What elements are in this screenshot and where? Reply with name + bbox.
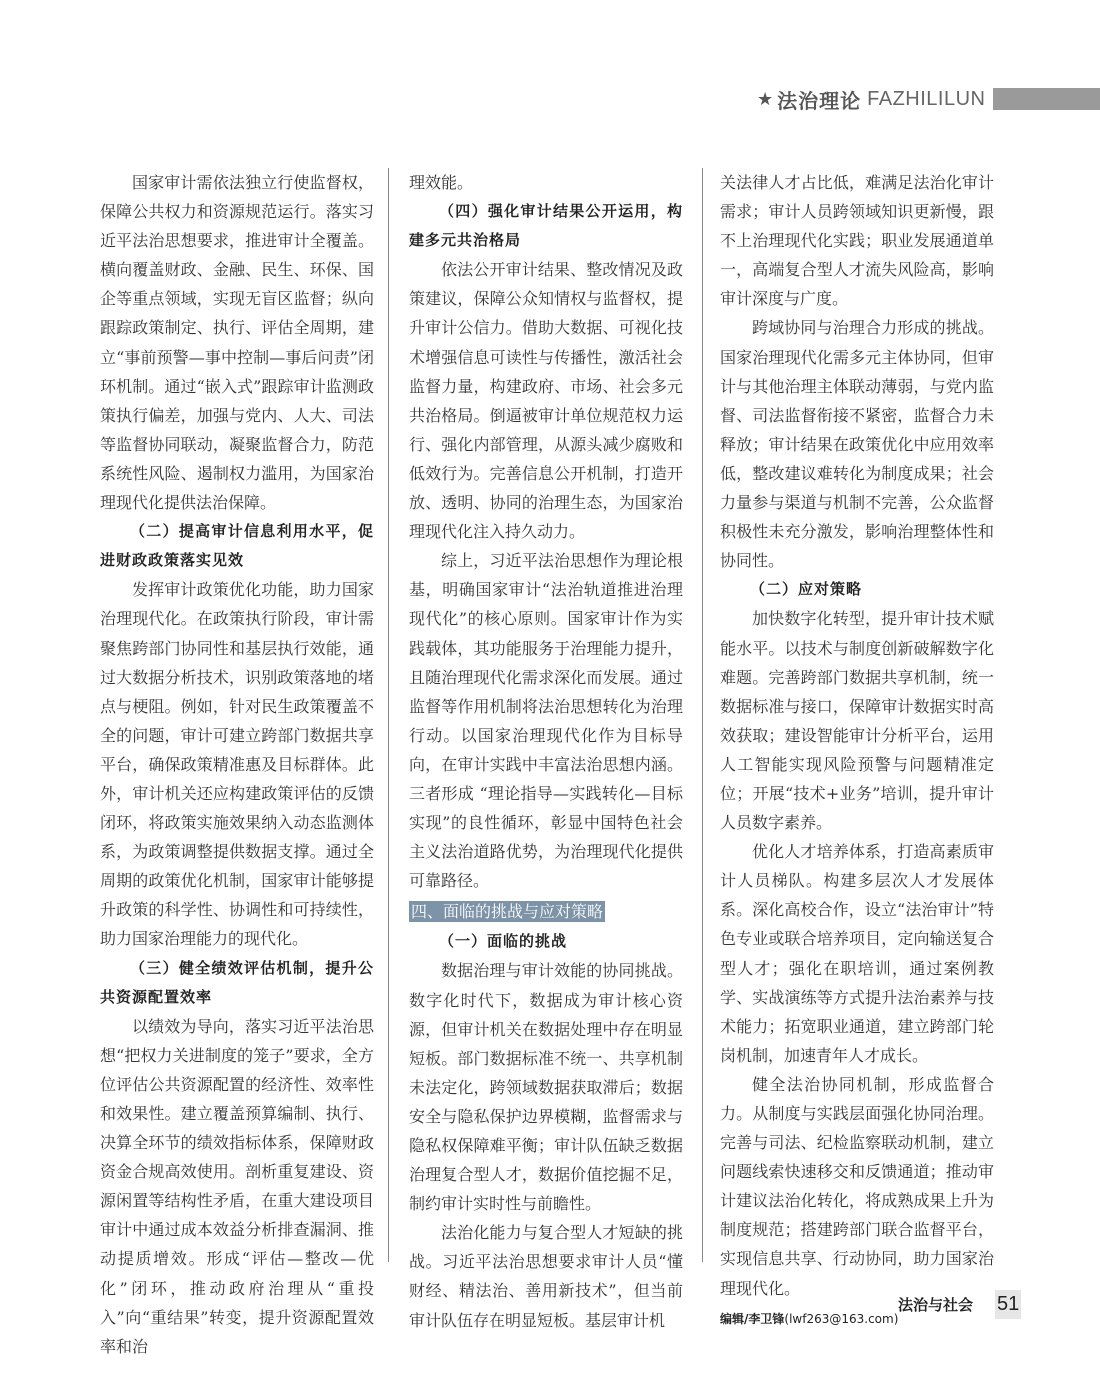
paragraph: 健全法治协同机制，形成监督合力。从制度与实践层面强化协同治理。完善与司法、纪检监察联动机制，建立问题线索快速移交和反馈通道；推动审计建议法治化转化，将成熟成果上升为制度规范；搭建跨部门联合监督平台，实现信息共享、行动协同，助力国家治理现代化。	[720, 1074, 994, 1298]
subheading: （二）应对策略	[750, 580, 863, 599]
section-heading-text: 四、面临的挑战与应对策略	[411, 902, 604, 922]
paragraph: 跨域协同与治理合力形成的挑战。国家治理现代化需多元主体协同，但审计与其他治理主体联动薄弱，与党内监督、司法监督衔接不紧密，监督合力未释放；审计结果在政策优化中应用效率低，整改建议难转化为制度成果；社会力量参与渠道与机制不完善，公众监督积极性未充分激发，影响治理整体性和协同性。	[720, 318, 994, 571]
paragraph: 法治化能力与复合型人才短缺的挑战。习近平法治思想要求审计人员“懂财经、精法治、善用新技术”，但当前审计队伍存在明显短板。基层审计机	[409, 1223, 683, 1330]
paragraph-continued: 理效能。	[409, 173, 474, 192]
page-number: 51	[995, 1290, 1021, 1319]
star-icon: ★	[757, 88, 774, 110]
magazine-name: 法治与社会	[898, 1296, 974, 1314]
paragraph-continued: 关法律人才占比低，难满足法治化审计需求；审计人员跨领域知识更新慢，跟不上治理现代化实践；职业发展通道单一，高端复合型人才流失风险高，影响审计深度与广度。	[720, 173, 994, 309]
section-title-cn: 法治理论	[777, 88, 862, 113]
paragraph: 数据治理与审计效能的协同挑战。数字化时代下，数据成为审计核心资源，但审计机关在数据处理中存在明显短板。部门数据标准不统一、共享机制未法定化，跨领域数据获取滞后；数据安全与隐私保护边界模糊，监督需求与隐私权保障难平衡；审计队伍缺乏数据治理复合型人才，数据价值挖掘不足，制约审计实时性与前瞻性。	[409, 961, 683, 1214]
section-title-en: FAZHILILUN	[867, 87, 986, 110]
editor-email: (lwf263@163.com)	[784, 1311, 899, 1326]
column-3	[720, 168, 994, 1329]
paragraph: 发挥审计政策优化功能，助力国家治理现代化。在政策执行阶段，审计需聚焦跨部门协同性和基层执行效能，通过大数据分析技术，识别政策落地的堵点与梗阻。例如，针对民生政策覆盖不全的问题，审计可建立跨部门数据共享平台，确保政策精准惠及目标群体。此外，审计机关还应构建政策评估的反馈闭环，将政策实施效果纳入动态监测体系，为政策调整提供数据支撑。通过全周期的政策优化机制，国家审计能够提升政策的科学性、协调性和可持续性，助力国家治理能力的现代化。	[100, 580, 374, 949]
column-divider	[388, 168, 389, 1262]
header-bar	[993, 88, 1100, 110]
page-footer	[898, 1290, 1021, 1319]
section-heading	[409, 899, 683, 925]
editor-label: 编辑/李卫锋	[720, 1311, 785, 1326]
paragraph: 综上，习近平法治思想作为理论根基，明确国家审计“法治轨道推进治理现代化”的核心原则。国家审计作为实践载体，其功能服务于治理能力提升，且随治理现代化需求深化而发展。通过监督等作用机制将法治思想转化为治理行动。以国家治理现代化作为目标导向，在审计实践中丰富法治思想内涵。三者形成 “理论指导—实践转化—目标实现”的良性循环，彰显中国特色社会主义法治道路优势，为治理现代化提供可靠路径。	[409, 551, 683, 891]
column-1	[100, 168, 374, 1361]
paragraph: 以绩效为导向，落实习近平法治思想“把权力关进制度的笼子”要求，全方位评估公共资源配置的经济性、效率性和效果性。建立覆盖预算编制、执行、决算全环节的绩效指标体系，保障财政资金合规高效使用。剖析重复建设、资源闲置等结构性矛盾，在重大建设项目审计中通过成本效益分析排查漏洞、推动提质增效。形成“评估—整改—优化”闭环，推动政府治理从“重投入”向“重结果”转变，提升资源配置效率和治	[100, 1016, 374, 1356]
paragraph: 国家审计需依法独立行使监督权，保障公共权力和资源规范运行。落实习近平法治思想要求，推进审计全覆盖。横向覆盖财政、金融、民生、环保、国企等重点领域，实现无盲区监督；纵向跟踪政策制定、执行、评估全周期，建立“事前预警—事中控制—事后问责”闭环机制。通过“嵌入式”跟踪审计监测政策执行偏差，加强与党内、人大、司法等监督协同联动，凝聚监督合力，防范系统性风险、遏制权力滥用，为国家治理现代化提供法治保障。	[100, 173, 374, 513]
paragraph: 加快数字化转型，提升审计技术赋能水平。以技术与制度创新破解数字化难题。完善跨部门数据共享机制，统一数据标准与接口，保障审计数据实时高效获取；建设智能审计分析平台，运用人工智能实现风险预警与问题精准定位；开展“技术+业务”培训，提升审计人员数字素养。	[720, 609, 994, 833]
subheading: （三）健全绩效评估机制，提升公共资源配置效率	[100, 958, 374, 1006]
column-2	[409, 168, 683, 1335]
subheading: （二）提高审计信息利用水平，促进财政政策落实见效	[100, 522, 374, 570]
subheading: （四）强化审计结果公开运用，构建多元共治格局	[409, 202, 683, 250]
subheading: （一）面临的挑战	[439, 932, 568, 951]
section-header	[757, 86, 986, 112]
paragraph: 依法公开审计结果、整改情况及政策建议，保障公众知情权与监督权，提升审计公信力。借助大数据、可视化技术增强信息可读性与传播性，激活社会监督力量，构建政府、市场、社会多元共治格局。倒逼被审计单位规范权力运行、强化内部管理，从源头减少腐败和低效行为。完善信息公开机制，打造开放、透明、协同的治理生态，为国家治理现代化注入持久动力。	[409, 260, 683, 542]
paragraph: 优化人才培养体系，打造高素质审计人员梯队。构建多层次人才发展体系。深化高校合作，设立“法治审计”特色专业或联合培养项目，定向输送复合型人才；强化在职培训，通过案例教学、实战演练等方式提升法治素养与技术能力；拓宽职业通道，建立跨部门轮岗机制，加速青年人才成长。	[720, 842, 994, 1065]
column-divider	[702, 168, 703, 1262]
